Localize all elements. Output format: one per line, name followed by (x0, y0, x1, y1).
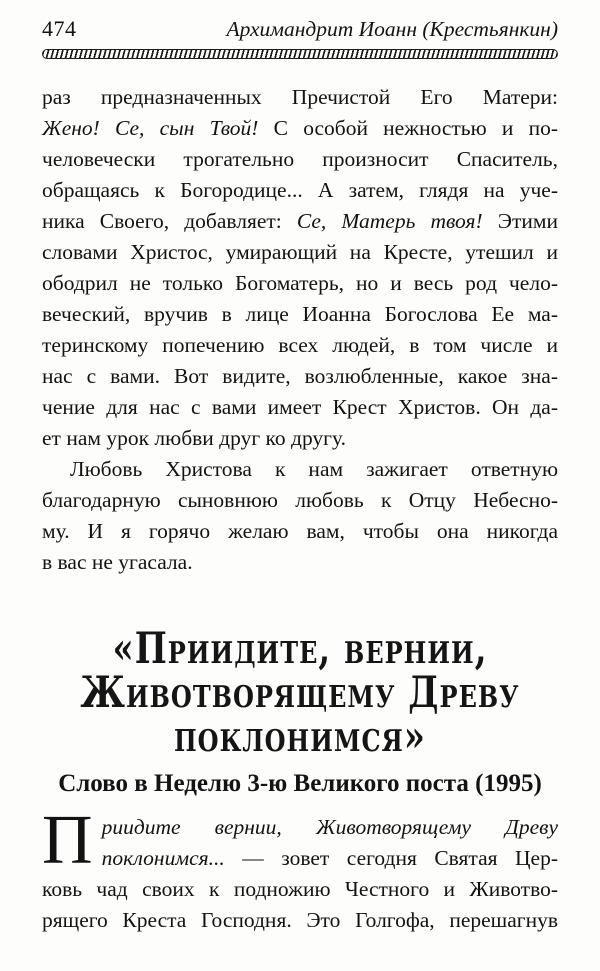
text-line: обращаясь к Богородице... А затем, глядя на уче- (42, 178, 558, 202)
section-title (42, 623, 558, 763)
paragraph (42, 82, 558, 454)
text-line: ет нам урок любви друг ко другу. (42, 426, 346, 450)
text-line: благодарную сыновнюю любовь к Отцу Небесно- (42, 488, 558, 512)
text-line: риидите вернии, Животворящему Древу (101, 815, 558, 839)
sermon-opening (42, 802, 558, 936)
text-line: нас с вами. Вот видите, возлюбленные, какое зна- (42, 364, 558, 388)
text-line: человечески трогательно произносит Спаситель, (42, 147, 558, 171)
running-header (42, 16, 558, 42)
text-line: Жено! Се, сын Твой! С особой нежностью и по- (42, 116, 558, 140)
paragraph (42, 454, 558, 578)
text-line: рящего Креста Господня. Это Голгофа, перешагнув (42, 908, 558, 932)
section-title-line: Животворящему Древу (80, 667, 520, 719)
text-line: ободрил не только Богоматерь, но и весь род чело- (42, 271, 558, 295)
text-line: ника Своего, добавляет: Се, Матерь твоя! Этими (42, 209, 558, 233)
section-title-line: поклонимся» (174, 711, 426, 763)
text-line: в вас не угасала. (42, 550, 193, 574)
page-number: 474 (42, 16, 77, 41)
text-line: веческий, вручив в лице Иоанна Богослова Ее ма- (42, 302, 558, 326)
text-line: теринскому попечению всех людей, в том числе и (42, 333, 558, 357)
paragraph (42, 802, 558, 936)
body-text (42, 82, 558, 578)
running-title: Архимандрит Иоанн (Крестьянкин) (226, 17, 558, 41)
text-line: поклонимся... — зовет сегодня Святая Цер- (101, 846, 558, 870)
drop-cap: П (42, 802, 93, 879)
text-line: Любовь Христова к нам зажигает ответную (70, 457, 558, 481)
text-line: му. И я горячо желаю вам, чтобы она никогда (42, 519, 558, 543)
text-line: ковь чад своих к подножию Честного и Животво- (42, 877, 558, 901)
text-line: раз предназначенных Пречистой Его Матери: (42, 85, 558, 109)
text-line: чение для нас с вами имеет Крест Христов. Он да- (42, 395, 558, 419)
section-title-line: «Приидите, вернии, (112, 623, 488, 675)
rope-divider (42, 49, 558, 59)
text-line: словами Христос, умирающий на Кресте, утешил и (42, 240, 558, 264)
section-subtitle: Слово в Неделю 3-ю Великого поста (1995) (58, 770, 542, 797)
